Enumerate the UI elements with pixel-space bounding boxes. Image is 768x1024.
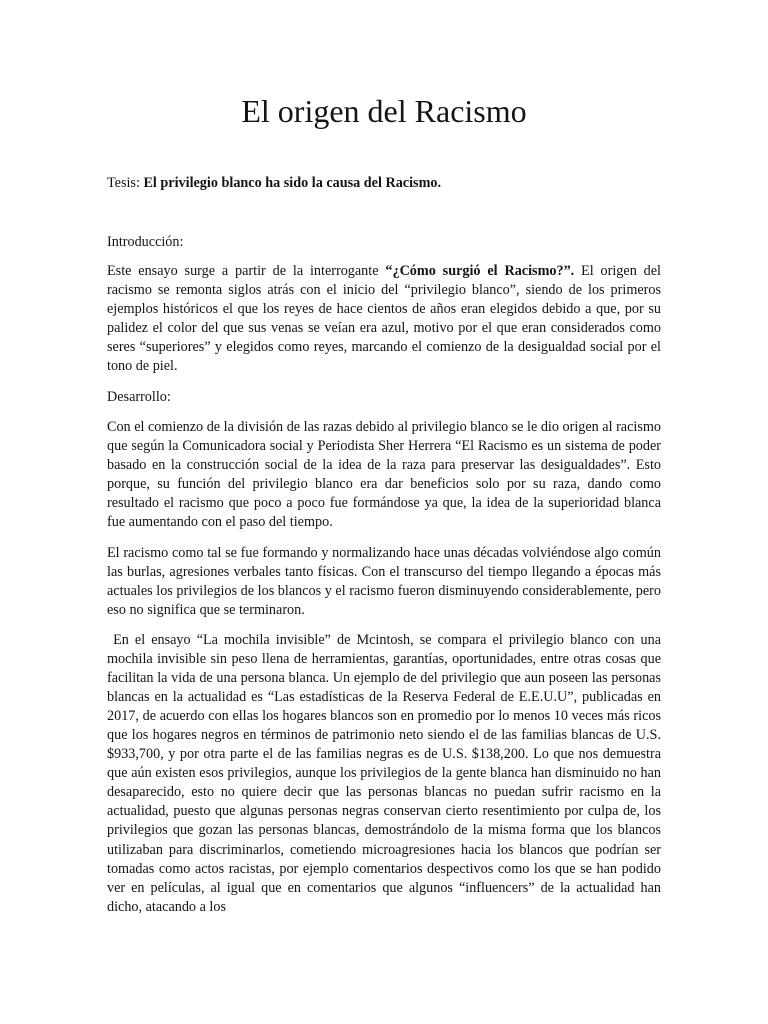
development-paragraph-1: Con el comienzo de la división de las razas debido al privilegio blanco se le dio origen al racismo que según la Comunicadora social y Periodista Sher Herrera “El Racismo es un sistema de poder basado en la construcción social de la idea de la raza para preservar las desigualdades”. Esto porque, su función del privilegio blanco era dar beneficios solo por su raza, dando como resultado el racismo que poco a poco fue formándose ya que, la idea de la superioridad blanca fue aumentando con el paso del tiempo. (107, 419, 661, 531)
document-page (107, 0, 661, 1024)
intro-question: “¿Cómo surgió el Racismo?”. (385, 263, 575, 279)
intro-text-before-question: Este ensayo surge a partir de la interrogante (107, 263, 386, 279)
development-paragraph-2: El racismo como tal se fue formando y normalizando hace unas décadas volviéndose algo común las burlas, agresiones verbales tanto físicas. Con el transcurso del tiempo llegando a épocas más actuales los privilegios de los blancos y el racismo fueron disminuyendo considerablemente, pero eso no significa que se terminaron. (107, 545, 661, 619)
document-title: El origen del Racismo (241, 93, 527, 129)
development-paragraph-3 (107, 631, 661, 917)
thesis-label: Tesis: (107, 175, 144, 191)
intro-text-after-question: El origen del racismo se remonta siglos atrás con el inicio del “privilegio blanco”, siendo de los primeros ejemplos históricos el que los reyes de hace cientos de años eran elegidos debido a que, por su palidez el color del que sus venas se veían era azul, motivo por el que eran considerados como seres “superiores” y elegidos como reyes, marcando el comienzo de la desigualdad social por el tono de piel. (107, 263, 661, 375)
thesis-statement: El privilegio blanco ha sido la causa del Racismo. (143, 175, 442, 191)
development-heading: Desarrollo: (107, 389, 171, 405)
thesis-line (107, 174, 661, 193)
introduction-paragraph (107, 262, 661, 376)
introduction-heading: Introducción: (107, 234, 184, 250)
development-paragraph-3-text: En el ensayo “La mochila invisible” de Mcintosh, se compara el privilegio blanco con una mochila invisible sin peso llena de herramientas, garantías, oportunidades, entre otras cosas que facilitan la vida de una persona blanca. Un ejemplo de del privilegio que aun poseen las personas blancas en la actualidad es “Las estadísticas de la Reserva Federal de E.E.U.U”, publicadas en 2017, de acuerdo con ellas los hogares blancos son en promedio por lo menos 10 veces más ricos que los hogares negros en términos de patrimonio neto siendo el de las familias blancas de U.S. $933,700, y por otra parte el de las familias negras es de U.S. $138,200. Lo que nos demuestra que aún existen esos privilegios, aunque los privilegios de la gente blanca han disminuido no han desaparecido, esto no quiere decir que las personas blancas no puedan sufrir racismo en la actualidad, puesto que algunas personas negras conservan cierto resentimiento por culpa de, los privilegios que gozan las personas blancas, demostrándolo de la misma forma que los blancos utilizaban para discriminarlos, cometiendo microagresiones hacia los blancos que podrían ser tomadas como actos racistas, por ejemplo comentarios despectivos como los que se han podido ver en películas, al igual que en comentarios que algunos “influencers” de la actualidad han dicho, atacando a los (107, 632, 661, 915)
